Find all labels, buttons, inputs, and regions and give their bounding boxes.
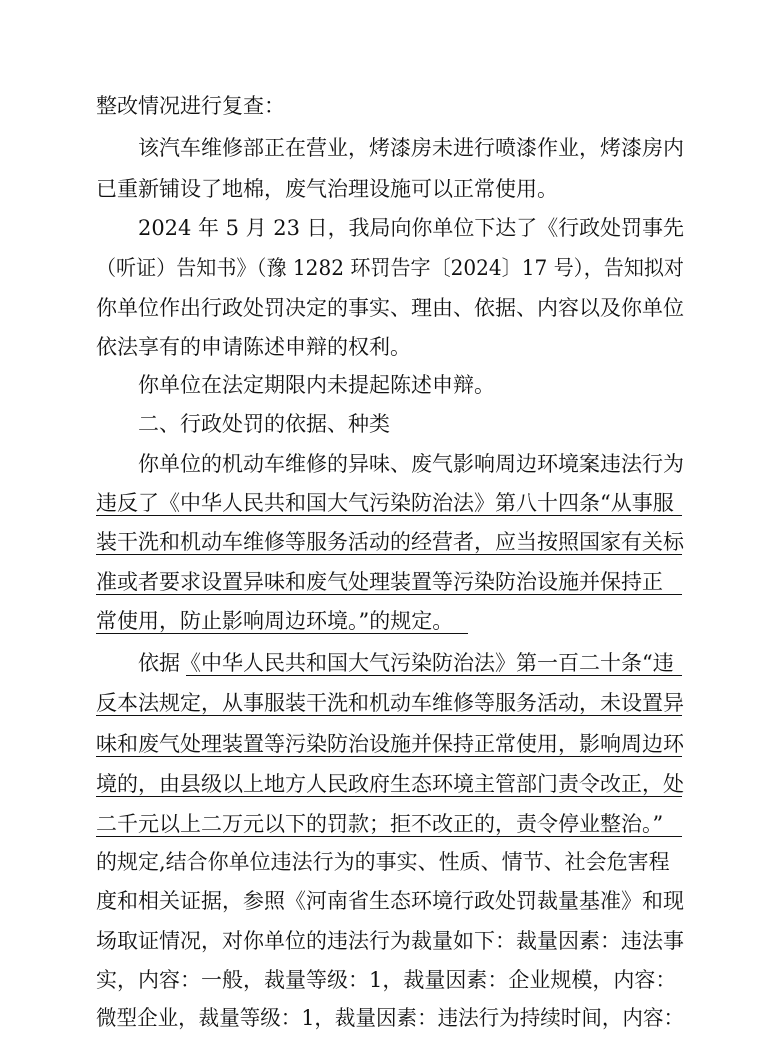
line-text: 度和相关证据，参照《河南省生态环境行政处罚裁量基准》和现 [96,889,684,913]
citation-underline [186,675,682,676]
citation-underline [96,515,682,516]
line-text: 境的，由县级以上地方人民政府生态环境主管部门责令改正，处 [96,772,684,796]
text-line [0,288,774,328]
line-text: 常使用，防止影响周边环境。”的规定。 [96,609,454,633]
line-text: 整改情况进行复查： [96,94,285,118]
line-text: 2024 年 5 月 23 日，我局向你单位下达了《行政处罚事先 [138,216,684,240]
line-text: 反本法规定，从事服装干洗和机动车维修等服务活动，未设置异 [96,691,684,715]
line-text: 味和废气处理装置等污染防治设施并保持正常使用，影响周边环 [96,732,684,756]
line-text: 你单位在法定期限内未提起陈述申辩。 [138,373,495,397]
text-line [0,601,774,641]
citation-underline [96,594,682,595]
citation-underline [96,715,682,716]
line-text: 依法享有的申请陈述申辩的权利。 [96,335,411,359]
line-text: 装干洗和机动车维修等服务活动的经营者，应当按照国家有关标 [96,530,684,554]
text-line [0,522,774,562]
line-text: 实，内容：一般，裁量等级：1，裁量因素：企业规模，内容： [96,968,677,992]
line-text: （听证）告知书》（豫 1282 环罚告字〔2024〕17 号），告知拟对 [96,256,684,280]
text-line [0,764,774,804]
citation-underline [96,633,468,634]
text-line [0,128,774,168]
text-line [0,208,774,248]
line-text: 你单位作出行政处罚决定的事实、理由、依据、内容以及你单位 [96,296,684,320]
text-line [0,921,774,961]
text-line [0,169,774,209]
line-text: 的规定,结合你单位违法行为的事实、性质、情节、社会危害程 [96,850,670,874]
text-line [0,365,774,405]
text-line [0,483,774,523]
line-text: 二千元以上二万元以下的罚款；拒不改正的，责令停业整治。” [96,812,664,836]
text-line [0,842,774,882]
citation-underline [96,756,682,757]
citation-underline [96,836,682,837]
line-text: 依据《中华人民共和国大气污染防治法》第一百二十条“违 [138,651,674,675]
text-line [0,998,774,1038]
line-text: 违反了《中华人民共和国大气污染防治法》第八十四条“从事服 [96,491,674,515]
line-text: 微型企业，裁量等级：1，裁量因素：违法行为持续时间，内容： [96,1006,685,1030]
text-line [0,327,774,367]
text-line [0,683,774,723]
text-line [0,881,774,921]
line-text: 二、行政处罚的依据、种类 [138,412,390,436]
line-text: 你单位的机动车维修的异味、废气影响周边环境案违法行为 [138,452,684,476]
citation-underline [96,554,682,555]
citation-underline [96,796,682,797]
line-text: 准或者要求设置异味和废气处理装置等污染防治设施并保持正 [96,570,663,594]
text-line [0,248,774,288]
text-line [0,562,774,602]
text-line [0,960,774,1000]
text-line [0,724,774,764]
line-text: 场取证情况，对你单位的违法行为裁量如下：裁量因素：违法事 [96,929,684,953]
line-text: 已重新铺设了地棉，废气治理设施可以正常使用。 [96,177,558,201]
text-line [0,86,774,126]
section-heading [0,404,774,444]
text-line [0,643,774,683]
text-line [0,804,774,844]
text-line [0,444,774,484]
line-text: 该汽车维修部正在营业，烤漆房未进行喷漆作业，烤漆房内 [138,136,684,160]
